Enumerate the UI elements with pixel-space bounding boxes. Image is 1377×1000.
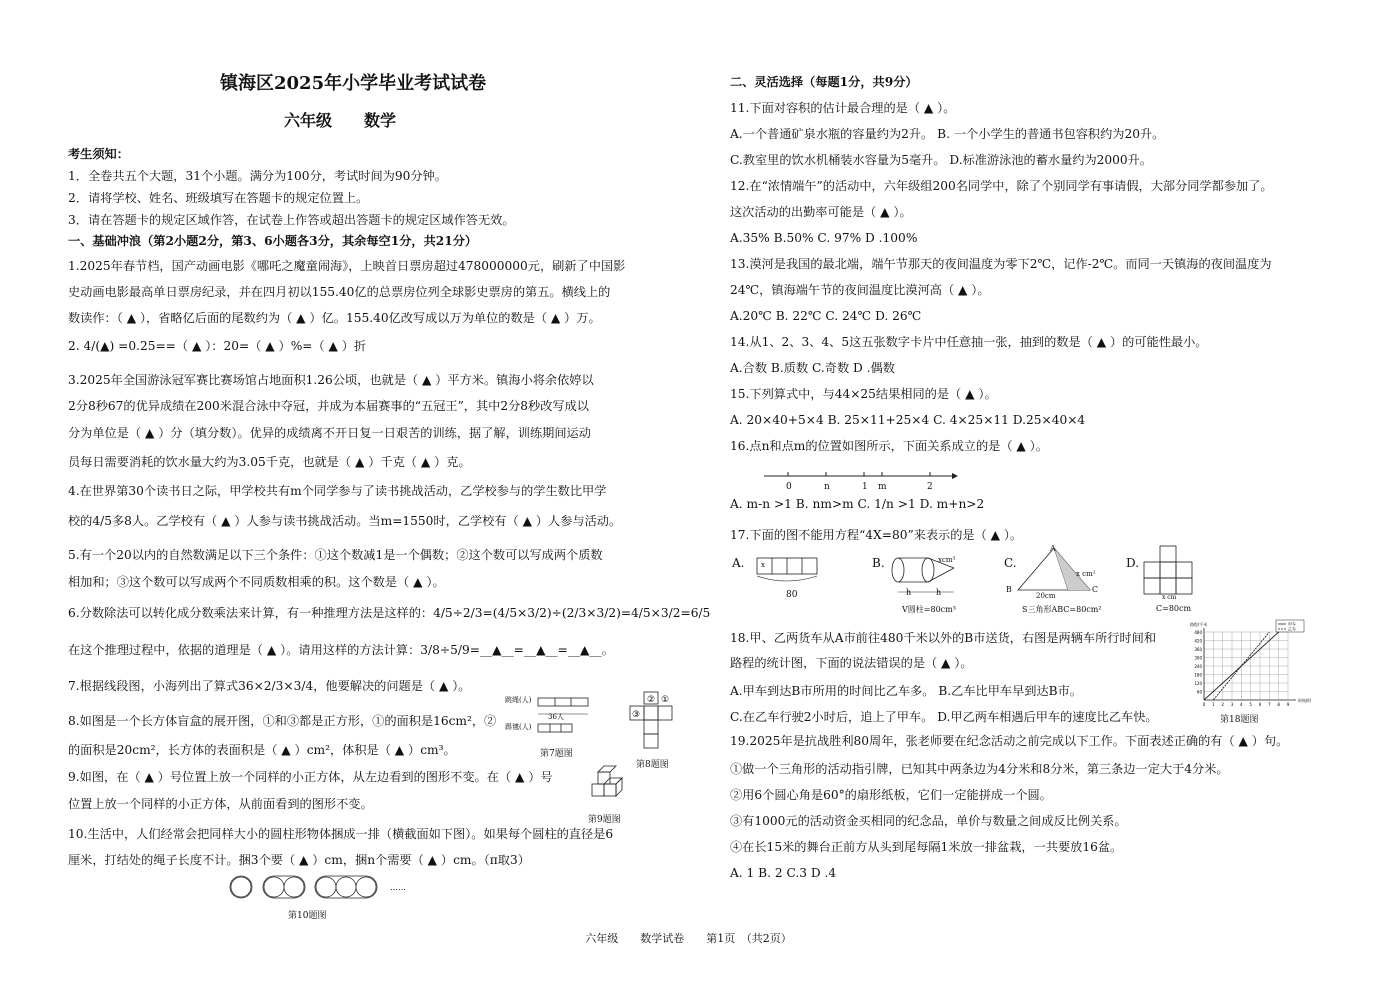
- q18-caption: 第18题图: [1220, 715, 1259, 725]
- notice-item: 3．请在答题卡的规定区域作答，在试卷上作答或超出答题卡的规定区域作答无效。: [68, 213, 515, 227]
- q8-line: 8.如图是一个长方体盲盒的展开图，①和③都是正方形，①的面积是16cm²，②: [68, 714, 497, 728]
- q17-c-label: x cm²: [1076, 570, 1096, 578]
- q8-caption: 第8题图: [636, 760, 669, 770]
- q17-option-b: B.: [872, 556, 885, 570]
- q12-options: A.35% B.50% C. 97% D .100%: [730, 231, 918, 245]
- q15-line: 15.下列算式中，与44×25结果相同的是（ ▲ ）。: [730, 387, 997, 401]
- q16-tick: 1: [862, 482, 868, 492]
- y-tick-label: 120: [1194, 681, 1202, 686]
- q14-line: 14.从1、2、3、4、5这五张数字卡片中任意抽一张，抽到的数是（ ▲ ）的可能性最小。: [730, 335, 1208, 349]
- section2-heading: 二、灵活选择（每题1分，共9分）: [730, 75, 918, 89]
- y-tick-label: 420: [1194, 638, 1202, 644]
- q7-caption: 第7题图: [540, 749, 573, 759]
- q9-caption: 第9题图: [588, 815, 621, 825]
- svg-text:③: ③: [632, 710, 641, 720]
- legend-label: 乙车: [1288, 626, 1296, 632]
- q19-statement: ③有1000元的活动资金买相同的纪念品，单价与数量之间成反比例关系。: [730, 814, 1127, 828]
- q10-line: 10.生活中，人们经常会把同样大小的圆柱形物体捆成一排（横截面如下图）。如果每个圆柱的直径是6: [68, 827, 614, 841]
- x-tick-label: 6: [1258, 702, 1262, 707]
- q4-line: 4.在世界第30个读书日之际，甲学校共有m个同学参与了读书挑战活动，乙学校参与的学生数比甲学: [68, 484, 607, 498]
- q17-b-height: h: [906, 588, 912, 597]
- q17-a-bar: [755, 556, 835, 586]
- q16-tick: m: [878, 482, 887, 492]
- q6-line: 6.分数除法可以转化成分数乘法来计算，有一种推理方法是这样的：4/5÷2/3=(4/5×3/2)÷(2/3×3/2)=4/5×3/2=6/5: [68, 606, 711, 620]
- q4-line: 校的4/5多8人。乙学校有（ ▲ ）人参与读书挑战活动。当m=1550时，乙学校有（ ▲ ）人参与活动。: [68, 514, 622, 528]
- q17-option-a: A.: [732, 556, 745, 570]
- q17-d-label: x cm: [1162, 594, 1177, 601]
- q19-statement: ②用6个圆心角是60°的扇形纸板，它们一定能拼成一个圆。: [730, 788, 1052, 802]
- q19-line: 19.2025年是抗战胜利80周年，张老师要在纪念活动之前完成以下工作。下面表述正确的有（ ▲ ）句。: [730, 734, 1289, 748]
- q16-tick: 2: [927, 482, 933, 492]
- q3-line: 分为单位是（ ▲ ）分（填分数）。优异的成绩离不开日复一日艰苦的训练，据了解，训练期间运动: [68, 426, 591, 440]
- q3-line: 3.2025年全国游泳冠军赛比赛场馆占地面积1.26公顷，也就是（ ▲ ）平方米。镇海小将余依婷以: [68, 373, 594, 387]
- q13-line: 24℃，镇海端午节的夜间温度比漠河高（ ▲ ）。: [730, 283, 990, 297]
- q16-tick: n: [824, 482, 830, 492]
- q5-line: 5.有一个20以内的自然数满足以下三个条件：①这个数减1是一个偶数；②这个数可以写成两个质数: [68, 548, 603, 562]
- q17-line: 17.下面的图不能用方程“4X=80”来表示的是（ ▲ ）。: [730, 528, 1023, 542]
- q9-line: 9.如图，在（ ▲ ）号位置上放一个同样的小正方体，从左边看到的图形不变。在（ ▲ ）号: [68, 770, 553, 784]
- q6-line: 在这个推理过程中，依据的道理是（ ▲ ）。请用这样的方法计算：3/8÷5/9=__▲__=__▲__=__▲__。: [68, 643, 614, 657]
- y-tick-label: 240: [1194, 664, 1202, 669]
- y-tick-label: 360: [1194, 647, 1202, 652]
- q8-line: 的面积是20cm²，长方体的表面积是（ ▲ ）cm²，体积是（ ▲ ）cm³。: [68, 743, 456, 757]
- x-tick-label: 8: [1277, 702, 1280, 707]
- q7-total-label: 36人: [548, 713, 564, 721]
- q19-statement: ④在长15米的舞台正前方从头到尾每隔1米放一排盆栽，一共要放16盆。: [730, 840, 1123, 854]
- q9-line: 位置上放一个同样的小正方体，从前面看到的图形不变。: [68, 797, 373, 811]
- q17-a-total: 80: [786, 590, 798, 600]
- q18-line-chart: [1180, 618, 1310, 710]
- q17-c-vertex-c: C: [1092, 585, 1099, 594]
- q1-line: 数读作：（ ▲ ），省略亿后面的尾数约为（ ▲ ）亿。155.40亿改写成以万为单位的数是（ ▲ ）万。: [68, 311, 601, 325]
- x-tick-label: 2: [1221, 702, 1224, 707]
- q7-bottom-label: 踢毽(人): [505, 723, 532, 731]
- x-tick-label: 1: [1212, 702, 1215, 707]
- q17-a-label: x: [761, 561, 765, 569]
- q17-b-label: xcm³: [938, 556, 956, 564]
- q17-c-vertex-b: B: [1006, 585, 1012, 594]
- q12-line: 这次活动的出勤率可能是（ ▲ ）。: [730, 205, 912, 219]
- x-tick-label: 5: [1249, 702, 1252, 707]
- q16-tick: 0: [786, 482, 792, 492]
- q9-cubes-figure: [588, 764, 638, 804]
- q18-line: 路程的统计图，下面的说法错误的是（ ▲ ）。: [730, 656, 973, 670]
- notice-item: 1．全卷共五个大题，31个小题。满分为100分，考试时间为90分钟。: [68, 169, 447, 183]
- q8-net-figure: [628, 690, 688, 752]
- q17-b-formula: V圆柱=80cm³: [902, 605, 956, 614]
- q5-line: 相加和；③这个数可以写成两个不同质数相乘的积。这个数是（ ▲ ）。: [68, 575, 445, 589]
- q13-line: 13.漠河是我国的最北端，端午节那天的夜间温度为零下2℃，记作-2℃。而同一天镇海的夜间温度为: [730, 257, 1272, 271]
- q7-top-label: 跳绳(人): [505, 696, 532, 704]
- q17-c-formula: S三角形ABC=80cm²: [1022, 605, 1102, 614]
- svg-text:……: ……: [390, 883, 406, 892]
- x-tick-label: 7: [1268, 702, 1271, 707]
- q13-options: A.20℃ B. 22℃ C. 24℃ D. 26℃: [730, 309, 922, 323]
- q3-line: 员每日需要消耗的饮水量大约为3.05千克，也就是（ ▲ ）千克（ ▲ ）克。: [68, 455, 471, 469]
- q14-options: A.合数 B.质数 C.奇数 D .偶数: [730, 361, 895, 375]
- legend-label: 甲车: [1288, 621, 1296, 627]
- q10-caption: 第10题图: [288, 911, 327, 921]
- q10-line: 厘米，打结处的绳子长度不计。捆3个要（ ▲ ）cm，捆n个需要（ ▲ ）cm。（π取3）: [68, 853, 530, 867]
- q16-line: 16.点n和点m的位置如图所示，下面关系成立的是（ ▲ ）。: [730, 439, 1048, 453]
- q17-b-height: h: [936, 588, 942, 597]
- page-footer: 六年级 数学试卷 第1页 （共2页）: [585, 932, 792, 945]
- x-axis-label: 时间/时: [1298, 698, 1312, 703]
- q17-d-formula: C=80cm: [1156, 604, 1192, 613]
- q17-option-c: C.: [1004, 556, 1017, 570]
- q12-line: 12.在“浓情端午”的活动中，六年级组200名同学中，除了个别同学有事请假，大部分同学都参加了。: [730, 179, 1273, 193]
- q7-segment-diagram: [510, 676, 595, 746]
- x-tick-label: 3: [1230, 702, 1234, 707]
- q18-option-line: C.在乙车行驶2小时后，追上了甲车。 D.甲乙两车相遇后甲车的速度比乙车快。: [730, 710, 1158, 724]
- q17-c-vertex-a: A: [1050, 544, 1056, 553]
- q17-d-square-shape: [1144, 544, 1204, 600]
- exam-title: 镇海区2025年小学毕业考试试卷: [220, 73, 487, 94]
- y-tick-label: 300: [1194, 655, 1202, 661]
- section1-heading: 一、基础冲浪（第2小题2分，第3、6小题各3分，其余每空1分，共21分）: [68, 234, 478, 248]
- q19-options: A. 1 B. 2 C.3 D .4: [730, 866, 837, 880]
- svg-text:①: ①: [661, 695, 670, 705]
- q1-line: 史动画电影最高单日票房纪录，并在四月初以155.40亿的总票房位列全球影史票房的第五。横线上的: [68, 285, 611, 299]
- y-tick-label: 180: [1194, 672, 1202, 678]
- q2-line: 2. 4/(▲) =0.25==（ ▲ ）：20=（ ▲ ）%=（ ▲ ）折: [68, 339, 367, 353]
- q17-c-base: 20cm: [1036, 592, 1056, 600]
- q11-line: 11.下面对容积的估计最合理的是（ ▲ ）。: [730, 101, 956, 115]
- q15-options: A. 20×40+5×4 B. 25×11+25×4 C. 4×25×11 D.25×40×4: [730, 413, 1086, 427]
- notice-item: 2．请将学校、姓名、班级填写在答题卡的规定位置上。: [68, 191, 369, 205]
- exam-subtitle: 六年级 数学: [284, 111, 397, 130]
- y-tick-label: 480: [1194, 630, 1202, 635]
- svg-text:②: ②: [647, 695, 656, 705]
- x-tick-label: 9: [1286, 702, 1290, 707]
- q10-cylinder-bundles: [225, 874, 415, 902]
- y-tick-label: 60: [1196, 689, 1202, 695]
- q18-option-line: A.甲车到达B市所用的时间比乙车多。 B.乙车比甲车早到达B市。: [730, 684, 1082, 698]
- q7-line: 7.根据线段图，小海列出了算式36×2/3×3/4，他要解决的问题是（ ▲ ）。: [68, 679, 471, 693]
- q11-option-line: A.一个普通矿泉水瓶的容量约为2升。 B. 一个小学生的普通书包容积约为20升。: [730, 127, 1165, 141]
- x-tick-label: 4: [1240, 702, 1243, 707]
- q17-b-cylinder-cone: [888, 552, 968, 600]
- x-tick-label: 0: [1202, 702, 1206, 707]
- q1-line: 1.2025年春节档，国产动画电影《哪吒之魔童闹海》，上映首日票房超过478000000元，刷新了中国影: [68, 259, 626, 273]
- q3-line: 2分8秒67的优异成绩在200米混合泳中夺冠，并成为本届赛事的“五冠王”，其中2分8秒改写成以: [68, 399, 589, 413]
- q17-option-d: D.: [1126, 556, 1140, 570]
- notice-heading: 考生须知：: [68, 147, 129, 161]
- q19-statement: ①做一个三角形的活动指引牌，已知其中两条边为4分米和8分米，第三条边一定大于4分米。: [730, 762, 1229, 776]
- q18-line: 18.甲、乙两货车从A市前往480千米以外的B市送货，右图是两辆车所行时间和: [730, 631, 1157, 645]
- y-axis-label: 路程/千米: [1190, 622, 1208, 627]
- q11-option-line: C.教室里的饮水机桶装水容量为5毫升。 D.标准游泳池的蓄水量约为2000升。: [730, 153, 1153, 167]
- q16-options: A. m-n >1 B. nm>m C. 1/n >1 D. m+n>2: [730, 497, 985, 511]
